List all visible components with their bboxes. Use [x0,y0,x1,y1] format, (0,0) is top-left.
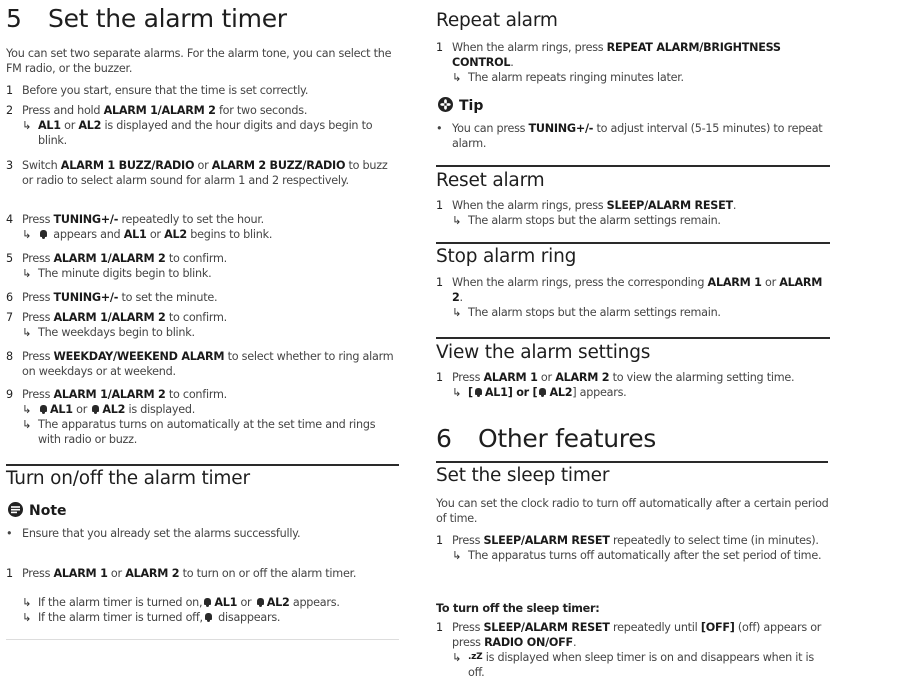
chapter-number: 5 [6,4,22,33]
section-title-sleep: Set the sleep timer [436,465,610,486]
button-ref: ALARM 1 [483,371,538,384]
step-number: 9 [6,388,13,401]
text: Switch [22,159,61,172]
text: begins to blink. [186,228,273,241]
step-6 [6,290,400,305]
step-5 [6,251,400,281]
text: to view the alarming setting time. [609,371,795,384]
note-bullet [6,526,400,541]
display-ref: AL2 [549,386,573,399]
result [452,213,830,228]
step-text [22,566,406,581]
text: If the alarm timer is turned off, [38,611,203,624]
sleep-intro: You can set the clock radio to turn off automatically after a certain period of time. [436,497,829,525]
text: repeatedly until [609,621,701,634]
alarm-bell-icon [40,405,47,414]
arrow-icon: ↳ [22,611,32,624]
step-text [452,370,836,385]
sleep-zz-icon: .zZ [468,652,483,662]
text: . [572,636,577,649]
text: or [761,276,780,289]
text: is displayed and the hour digits and days begin to blink. [38,119,373,147]
step-text [452,275,830,305]
result [22,417,400,447]
sleep-off-step-1 [436,620,830,680]
step-2 [6,103,400,148]
arrow-icon: ↳ [22,403,32,416]
step-text [22,310,400,325]
chapter-number: 6 [436,424,452,453]
text: Press [22,213,54,226]
note-heading [8,502,67,519]
text: Press [22,567,54,580]
text: When the alarm rings, press [452,41,607,54]
text: Press [22,311,54,324]
arrow-icon: ↳ [452,651,462,664]
display-ref: AL2 [266,596,290,609]
text: (off) appears or press [452,621,822,649]
text: The minute digits begin to blink. [38,267,212,280]
button-ref: SLEEP/ALARM RESET [606,199,733,212]
step-8 [6,349,400,379]
stop-step-1 [436,275,830,320]
text: repeatedly to select time (in minutes). [609,534,819,547]
step-number: 1 [436,199,443,212]
result [452,650,830,680]
result [22,227,400,242]
button-ref: SLEEP/ALARM RESET [483,621,610,634]
button-ref: TUNING+/- [53,213,119,226]
text: The weekdays begin to blink. [38,326,195,339]
text: is displayed. [125,403,196,416]
text: or [237,596,255,609]
step-4 [6,212,400,242]
step-number: 4 [6,213,13,226]
section-title-reset: Reset alarm [436,170,545,191]
text: to confirm. [165,311,227,324]
text: or [60,119,79,132]
step-number: 1 [436,534,443,547]
alarm-bell-icon [205,613,212,622]
text: or [146,228,165,241]
note-icon [8,502,23,517]
text: The alarm stops but the alarm settings remain. [468,214,721,227]
section-title-stop: Stop alarm ring [436,246,577,267]
text: If the alarm timer is turned on, [38,596,203,609]
display-ref: AL2 [164,228,187,241]
display-ref: AL2 [102,403,126,416]
arrow-icon: ↳ [22,119,32,132]
step-number: 1 [436,621,443,634]
note-text: Ensure that you already set the alarms successfully. [22,527,301,540]
step-text [22,158,400,188]
section-divider [6,464,399,466]
step-text [22,103,400,118]
step-text [22,251,400,266]
step-number: 1 [436,371,443,384]
step-number: 5 [6,252,13,265]
step-text [22,387,400,402]
arrow-icon: ↳ [452,386,462,399]
step-number: 6 [6,291,13,304]
display-ref: AL1 [38,119,61,132]
step-text [22,290,400,305]
result [22,118,400,148]
step-number: 1 [436,41,443,54]
bullet-dot: • [436,122,443,135]
repeat-step-1 [436,40,830,85]
tip-icon [438,97,453,112]
text: [ [468,386,473,399]
text: or [537,371,556,384]
text: Press [452,534,484,547]
text: Press [22,388,54,401]
step-text [22,349,400,379]
text: appears. [289,596,340,609]
intro-paragraph: You can set two separate alarms. For the alarm tone, you can select the FM radio, or the buzzer. [6,47,392,75]
arrow-icon: ↳ [22,418,32,431]
step-text: Before you start, ensure that the time is set correctly. [22,84,309,97]
sleep-subheading: To turn off the sleep timer: [436,602,600,615]
text: . [732,199,737,212]
text: . [459,291,463,304]
result [22,325,400,340]
tip-bullet [436,121,830,151]
button-ref: TUNING+/- [53,291,119,304]
bottom-divider [6,639,399,640]
step-text [452,40,830,70]
text: to set the minute. [118,291,218,304]
text: Press [22,291,54,304]
alarm-bell-icon [539,388,546,397]
step-text [452,198,830,213]
section-divider [436,337,830,339]
result-on [22,595,406,610]
text: You can press [452,122,529,135]
button-ref: WEEKDAY/WEEKEND ALARM [53,350,225,363]
tip-text [452,121,830,151]
view-step-1 [436,370,836,400]
text: . [510,56,514,69]
turn-step-1 [6,566,406,581]
result [22,266,400,281]
step-number: 3 [6,159,13,172]
text: is displayed when sleep timer is on and disappears when it is off. [468,651,814,679]
chapter-5-title [6,4,287,33]
display-ref: AL1 [484,386,508,399]
result-off [22,610,406,625]
button-ref: TUNING+/- [528,122,594,135]
chapter-title-text: Set the alarm timer [48,4,287,33]
turn-results [6,595,406,625]
text: Press and hold [22,104,104,117]
button-ref: ALARM 1/ALARM 2 [53,388,166,401]
result [452,548,830,563]
step-text [22,212,400,227]
chapter-6-title [436,424,656,453]
sleep-step-1 [436,533,830,563]
text: The alarm stops but the alarm settings remain. [468,306,721,319]
arrow-icon: ↳ [452,214,462,227]
text: to turn on or off the alarm timer. [179,567,357,580]
step-number: 1 [436,276,443,289]
alarm-bell-icon [40,230,47,239]
step-number: 1 [6,84,13,97]
alarm-bell-icon [204,598,211,607]
step-1 [6,83,400,98]
step-number: 1 [6,567,13,580]
result [452,305,830,320]
display-ref: AL1 [214,596,238,609]
section-title-turn-on-off: Turn on/off the alarm timer [6,468,250,489]
text: The apparatus turns off automatically after the set period of time. [468,549,822,562]
step-3 [6,158,400,188]
arrow-icon: ↳ [452,71,462,84]
text: When the alarm rings, press [452,199,607,212]
button-ref: ALARM 1 [53,567,108,580]
text: or [72,403,91,416]
text: Press [452,371,484,384]
section-title-view: View the alarm settings [436,342,651,363]
reset-step-1 [436,198,830,228]
step-text [452,533,830,548]
arrow-icon: ↳ [22,596,32,609]
alarm-bell-icon [257,598,264,607]
step-number: 2 [6,104,13,117]
arrow-icon: ↳ [22,267,32,280]
section-title-repeat: Repeat alarm [436,10,558,31]
display-ref: AL2 [78,119,102,132]
result [452,70,830,85]
text: Press [22,350,54,363]
text: repeatedly to set the hour. [118,213,264,226]
text: When the alarm rings, press the corresponding [452,276,708,289]
text: to select whether to ring alarm on weekdays or at weekend. [22,350,394,378]
text: ] or [ [507,386,538,399]
result [22,402,400,417]
text: Press [22,252,54,265]
arrow-icon: ↳ [452,306,462,319]
text: or [107,567,126,580]
button-ref: ALARM 1/ALARM 2 [53,311,166,324]
section-divider [436,165,830,167]
text: for two seconds. [215,104,308,117]
text: Press [452,621,484,634]
arrow-icon: ↳ [22,228,32,241]
note-title: Note [29,503,67,519]
text: The alarm repeats ringing minutes later. [468,71,684,84]
button-ref: ALARM 1 [707,276,762,289]
text: to adjust interval (5-15 minutes) to repeat alarm. [452,122,823,150]
button-ref: RADIO ON/OFF [484,636,573,649]
alarm-bell-icon [475,388,482,397]
button-ref: ALARM 2 [555,371,610,384]
step-number: 7 [6,311,13,324]
button-ref: ALARM 1/ALARM 2 [103,104,216,117]
button-ref: ALARM 2 [452,276,823,304]
tip-title: Tip [459,98,484,114]
text: to confirm. [165,252,227,265]
step-text [452,620,830,650]
tip-heading [438,97,483,114]
chapter-title-text: Other features [478,424,657,453]
display-ref: AL1 [123,228,147,241]
arrow-icon: ↳ [452,549,462,562]
step-number: 8 [6,350,13,363]
step-7 [6,310,400,340]
bullet-dot: • [6,527,13,540]
section-divider [436,242,830,244]
button-ref: ALARM 2 BUZZ/RADIO [211,159,346,172]
text: to buzz or radio to select alarm sound for alarm 1 and 2 respectively. [22,159,388,187]
button-ref: SLEEP/ALARM RESET [483,534,610,547]
section-divider [436,461,828,463]
button-ref: [OFF] [700,621,735,634]
button-ref: ALARM 2 [125,567,180,580]
button-ref: ALARM 1/ALARM 2 [53,252,166,265]
text: ] appears. [572,386,627,399]
text: to confirm. [165,388,227,401]
display-ref: AL1 [50,403,73,416]
text: appears and [50,228,124,241]
arrow-icon: ↳ [22,326,32,339]
result [452,385,836,400]
text: or [194,159,212,172]
button-ref: ALARM 1 BUZZ/RADIO [60,159,195,172]
text: disappears. [214,611,281,624]
text: The apparatus turns on automatically at the set time and rings with radio or buzz. [38,418,376,446]
step-9 [6,387,400,447]
button-ref: REPEAT ALARM/BRIGHTNESS CONTROL [452,41,781,69]
alarm-bell-icon [92,405,99,414]
